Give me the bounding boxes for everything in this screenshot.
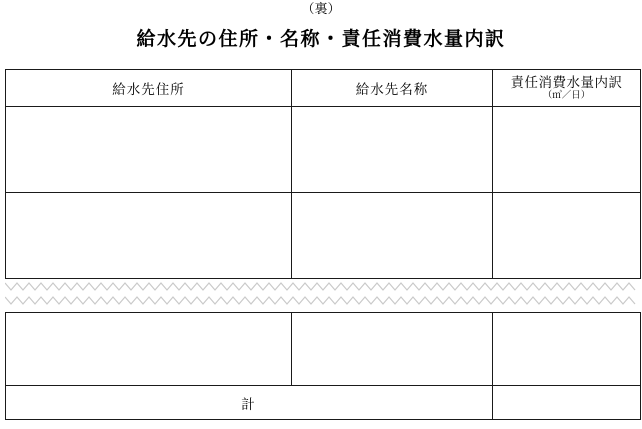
table-lower [5, 312, 641, 420]
zigzag-icon [5, 279, 637, 307]
cell-address[interactable] [6, 107, 292, 193]
table-upper [5, 69, 641, 279]
total-value[interactable] [493, 386, 641, 420]
table-row [6, 193, 641, 279]
table-total-row [6, 386, 641, 420]
cell-name[interactable] [292, 313, 493, 386]
cell-volume[interactable] [493, 107, 641, 193]
cell-name[interactable] [292, 193, 493, 279]
header-volume-unit: （㎥／日） [542, 89, 591, 101]
water-supply-table [5, 69, 637, 420]
table-row [6, 313, 641, 386]
cell-name[interactable] [292, 107, 493, 193]
header-volume-label: 責任消費水量内訳 [510, 74, 623, 90]
table-break-zigzag [5, 279, 637, 312]
header-cell-address: 給水先住所 [6, 70, 292, 107]
cell-address[interactable] [6, 193, 292, 279]
cell-volume[interactable] [493, 193, 641, 279]
page-side-mark: （裏） [301, 1, 341, 16]
table-header-row [6, 70, 641, 107]
page-title: 給水先の住所・名称・責任消費水量内訳 [136, 29, 506, 50]
table-row [6, 107, 641, 193]
cell-volume[interactable] [493, 313, 641, 386]
cell-address[interactable] [6, 313, 292, 386]
header-cell-volume [493, 70, 641, 107]
header-cell-name: 給水先名称 [292, 70, 493, 107]
total-label: 計 [6, 386, 493, 420]
